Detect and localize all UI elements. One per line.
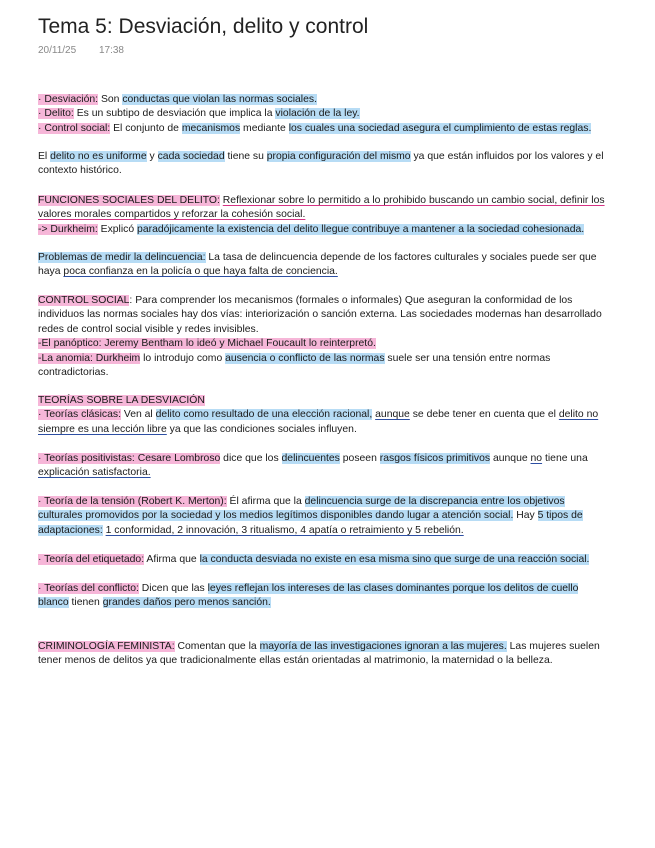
- text: Él afirma que la: [226, 496, 305, 507]
- section-label: CONTROL SOCIAL: [38, 295, 130, 306]
- text: tienen: [68, 597, 103, 609]
- text: ya que están influidos por los valores y el contexto histórico.: [38, 151, 604, 177]
- panoptico-line: [38, 337, 610, 351]
- highlight: mecanismos: [181, 122, 241, 134]
- highlight: propia configuración del mismo: [266, 151, 411, 162]
- term-label: · Control social:: [38, 122, 111, 134]
- text: Son: [98, 94, 123, 105]
- text: : Para comprender los mecanismos (formales o informales) Que aseguran la conformidad de los individuos las normas sociales hay dos vías: interiorización o sanción externa. Las sociedades modernas han desarrollado redes de control social visible y redes invisibles.: [38, 295, 602, 335]
- highlight: conductas que violan las normas sociales.: [122, 94, 317, 105]
- underlined-text: Reflexionar sobre lo permitido a lo prohibido buscando un cambio social, definir los valores morales compartidos y reforzar la cohesión social.: [38, 195, 605, 221]
- section-label: FUNCIONES SOCIALES DEL DELITO:: [38, 195, 220, 206]
- text: Las mujeres suelen tener menos de delitos ya que tradicionalmente ellas están orientadas al matrimonio, la maternidad o la belleza.: [38, 641, 600, 667]
- teorias-heading: [38, 394, 610, 408]
- definitions-block: [38, 93, 610, 136]
- text: Explicó: [97, 223, 138, 235]
- anomia-line: [38, 352, 610, 381]
- highlight: mayoría de las investigaciones ignoran a las mujeres.: [259, 641, 507, 652]
- highlight: violación de la ley.: [275, 108, 360, 120]
- page-title: Tema 5: Desviación, delito y control: [38, 15, 369, 38]
- text: se debe tener en cuenta que el: [409, 409, 559, 421]
- definition-delito: [38, 107, 610, 121]
- section-heading: TEORÍAS SOBRE LA DESVIACIÓN: [38, 395, 205, 406]
- funciones-block: [38, 194, 610, 237]
- definition-desviacion: [38, 93, 610, 107]
- text: aunque: [490, 453, 531, 464]
- teorias-conflicto: [38, 582, 610, 611]
- term-label: · Desviación:: [38, 94, 99, 105]
- text: Afirma que: [144, 554, 200, 565]
- text: tiene su: [224, 151, 267, 162]
- underlined-text: aunque: [375, 409, 410, 421]
- definition-control-social: [38, 122, 610, 136]
- highlight: ausencia o conflicto de las normas: [225, 352, 385, 364]
- teorias-positivistas: [38, 452, 610, 481]
- note-meta: [38, 45, 124, 56]
- highlight: delito no es uniforme: [50, 151, 147, 162]
- underlined-text: no: [530, 453, 543, 464]
- section-label: Problemas de medir la delincuencia:: [38, 252, 206, 263]
- term-label: · Teorías clásicas:: [38, 409, 121, 421]
- highlight: rasgos físicos primitivos: [379, 453, 491, 464]
- text: Ven al: [120, 409, 156, 421]
- underlined-text: poca confianza en la policía o que haya falta de conciencia.: [63, 266, 338, 278]
- highlight: cada sociedad: [157, 151, 225, 162]
- highlight: delincuencia surge de la discrepancia entre los objetivos culturales promovidos por la sociedad y los medios legítimos disponibles dando lugar a atención social.: [38, 496, 565, 522]
- text: La tasa de delincuencia depende de los factores culturales y sociales puede ser que haya: [38, 252, 597, 278]
- text: mediante: [240, 122, 289, 134]
- text: suele ser una tensión entre normas contradictorias.: [38, 352, 551, 379]
- highlight: paradójicamente la existencia del delito llegue contribuye a mantener a la sociedad cohesionada.: [137, 223, 585, 235]
- text: ya que las condiciones sociales influyen.: [166, 423, 357, 435]
- feminista-paragraph: [38, 640, 610, 669]
- highlight: -El panóptico: Jeremy Bentham lo ideó y Michael Foucault lo reinterpretó.: [38, 338, 376, 350]
- highlight: delito como resultado de una elección racional,: [155, 409, 373, 421]
- underlined-text: delito no siempre es una lección libre: [38, 409, 599, 435]
- underlined-text: 1 conformidad, 2 innovación, 3 ritualismo, 4 apatía o retraimiento y 5 rebelión.: [105, 524, 464, 536]
- text: El: [38, 151, 51, 162]
- durkheim-line: [38, 223, 610, 237]
- highlight: la conducta desviada no existe en esa misma sino que surge de una reacción social.: [199, 554, 590, 565]
- text: Dicen que las: [138, 583, 208, 594]
- term-label: · Teoría de la tensión (Robert K. Merton):: [38, 496, 227, 507]
- highlight: leyes reflejan los intereses de las clases dominantes porque los delitos de cuello blanco: [38, 583, 579, 609]
- text: tiene una: [542, 453, 588, 464]
- text: Hay: [513, 510, 538, 522]
- highlight: 5 tipos de adaptaciones:: [38, 510, 583, 536]
- highlight: los cuales una sociedad asegura el cumplimiento de estas reglas.: [288, 122, 592, 134]
- text: Comentan que la: [174, 641, 260, 652]
- text: El conjunto de: [110, 122, 182, 134]
- funciones-paragraph: [38, 194, 610, 223]
- text: dice que los: [220, 453, 282, 464]
- term-label: · Teorías positivistas: Cesare Lombroso: [38, 453, 221, 464]
- term-label: · Teoría del etiquetado:: [38, 554, 145, 565]
- section-label: CRIMINOLOGÍA FEMINISTA:: [38, 641, 175, 652]
- highlight: delincuentes: [281, 453, 340, 464]
- highlight: grandes daños pero menos sanción.: [102, 597, 271, 609]
- term-label: -La anomia: Durkheim: [38, 352, 141, 364]
- text: y: [146, 151, 158, 162]
- note-time: 17:38: [98, 45, 124, 56]
- teorias-clasicas: [38, 408, 610, 437]
- text: Es un subtipo de desviación que implica la: [73, 108, 276, 120]
- teoria-etiquetado: [38, 553, 610, 567]
- underlined-text: explicación satisfactoria.: [38, 467, 151, 479]
- control-block: [38, 294, 610, 380]
- teorias-block: [38, 394, 610, 437]
- teoria-tension: [38, 495, 610, 538]
- term-label: · Teorías del conflicto:: [38, 583, 139, 594]
- control-paragraph: [38, 294, 610, 337]
- intro-paragraph: [38, 150, 610, 179]
- term-label: · Delito:: [38, 108, 74, 120]
- term-label: -> Durkheim:: [38, 223, 98, 235]
- problemas-paragraph: [38, 251, 610, 280]
- text: poseen: [339, 453, 380, 464]
- text: lo introdujo como: [140, 352, 226, 364]
- note-date: 20/11/25: [38, 45, 77, 56]
